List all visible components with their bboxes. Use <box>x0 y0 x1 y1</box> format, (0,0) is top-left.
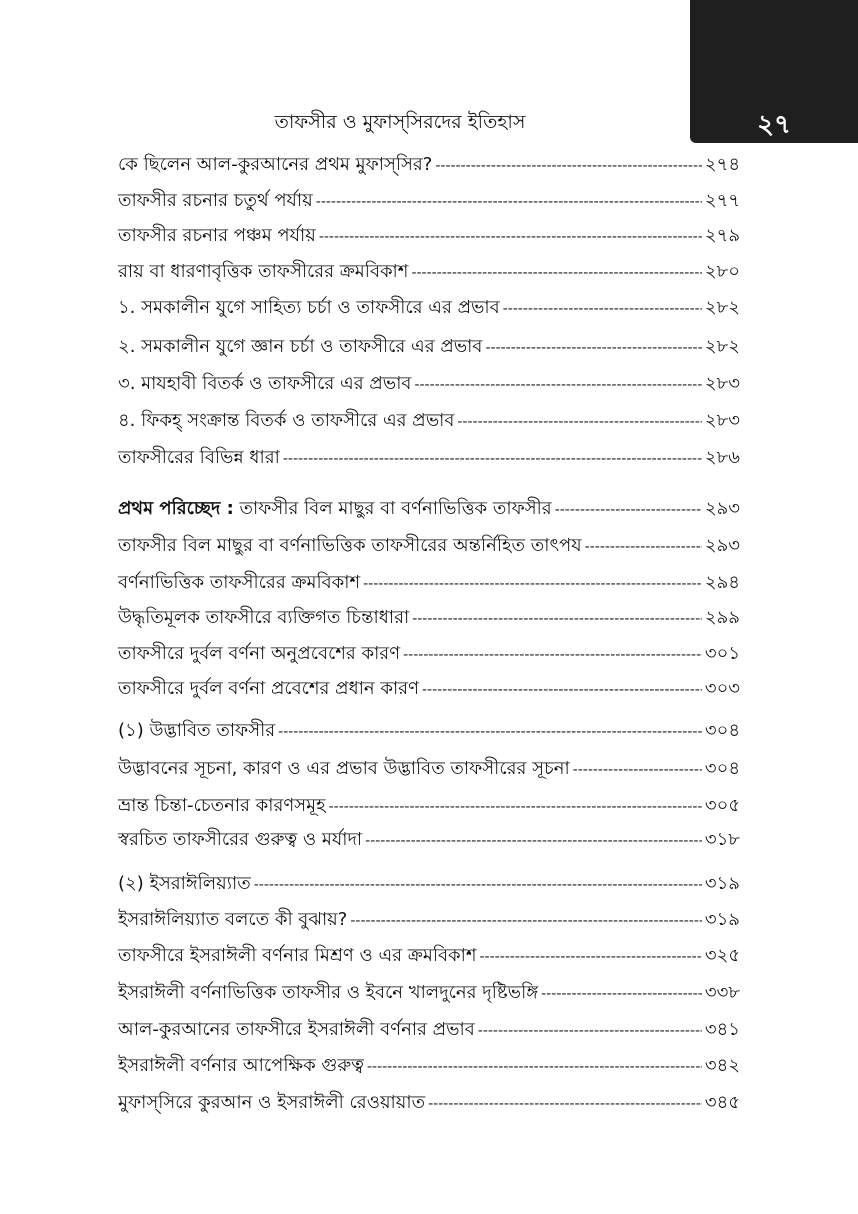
toc-page-number: ২৯৯ <box>704 607 740 628</box>
toc-entry-title <box>118 603 409 634</box>
toc-page-number: ২৭৪ <box>704 154 740 175</box>
toc-page-number: ৩১৯ <box>704 873 740 894</box>
toc-entry-title <box>118 406 454 437</box>
dot-leader <box>254 877 702 893</box>
toc-entry <box>118 293 740 327</box>
toc-entry <box>118 257 740 291</box>
toc-page-number: ৩০১ <box>704 643 740 664</box>
dot-leader <box>485 340 701 356</box>
toc-page-number: ৩০৪ <box>704 720 740 741</box>
dot-leader <box>573 762 702 778</box>
toc-entry-text: ২. সমকালীন যুগে জ্ঞান চর্চা ও তাফসীরে এর প্রভাব <box>118 336 483 357</box>
toc-page-number: ৩৪২ <box>704 1055 740 1076</box>
dot-leader <box>363 576 702 592</box>
toc-entry <box>118 332 740 366</box>
dot-leader <box>435 158 702 174</box>
toc-page-number: ৩৪১ <box>704 1019 740 1040</box>
toc-entry <box>118 825 740 859</box>
toc-entry-title <box>118 150 432 181</box>
toc-entry-text: আল-কুরআনের তাফসীরে ইসরাঈলী বর্ণনার প্রভাব <box>118 1019 475 1040</box>
toc-entry-text: তাফসীরের বিভিন্ন ধারা <box>118 447 280 468</box>
toc-page-number: ৩৩৮ <box>704 982 740 1003</box>
toc-entry-title <box>118 941 476 972</box>
running-title: তাফসীর ও মুফাস্‌সিরদের ইতিহাস <box>274 111 526 133</box>
dot-leader <box>403 647 702 663</box>
toc-entry-title <box>118 825 362 856</box>
toc-page-number: ২৮২ <box>704 297 740 318</box>
dot-leader <box>411 265 701 281</box>
toc-entry <box>118 791 740 825</box>
dot-leader <box>365 833 702 849</box>
toc-entry-title <box>118 186 313 217</box>
dot-leader <box>367 1059 702 1075</box>
toc-entry-title <box>118 1088 425 1119</box>
toc-entry <box>118 941 740 975</box>
toc-entry <box>118 369 740 403</box>
dot-leader <box>412 611 702 627</box>
toc-entry <box>118 869 740 903</box>
toc-page-number: ২৮৩ <box>704 410 740 431</box>
toc-entry-text: ইসরাঈলী বর্ণনাভিত্তিক তাফসীর ও ইবনে খালদুনের দৃষ্টিভঙ্গি <box>118 982 539 1003</box>
toc-entry-title <box>118 869 251 900</box>
toc-page-number: ২৯৪ <box>704 572 740 593</box>
toc-entry <box>118 406 740 440</box>
toc-entry-text: তাফসীর রচনার চতুর্থ পর্যায় <box>118 190 313 211</box>
toc-entry <box>118 674 740 708</box>
toc-entry-title <box>118 754 570 785</box>
toc-entry-title <box>118 293 500 324</box>
toc-entry <box>118 716 740 750</box>
toc-entry-text: তাফসীর বিল মাছুর বা বর্ণনাভিত্তিক তাফসীরের অন্তর্নিহিত তাৎপয <box>118 535 582 556</box>
toc-page-number: ২৮০ <box>704 261 740 282</box>
toc-entry <box>118 978 740 1012</box>
dot-leader <box>350 913 702 929</box>
toc-entry-text: ইসরাঈলী বর্ণনার আপেক্ষিক গুরুত্ব <box>118 1055 364 1076</box>
dot-leader <box>479 949 701 965</box>
toc-entry-text: মুফাস্‌সিরে কুরআন ও ইসরাঈলী রেওয়ায়াত <box>118 1092 426 1113</box>
toc-entry-title <box>118 905 347 936</box>
toc-entry-text: ৩. মাযহাবী বিতর্ক ও তাফসীরে এর প্রভাব <box>118 373 412 394</box>
toc-entry <box>118 1015 740 1049</box>
toc-entry <box>118 186 740 220</box>
toc-entry-title <box>118 716 275 747</box>
toc-entry-text: (২) ইসরাঈলিয়্যাত <box>118 873 251 894</box>
toc-entry-text: (১) উদ্ভাবিত তাফসীর <box>118 720 276 741</box>
toc-entry-text: রায় বা ধারণাবৃত্তিক তাফসীরের ক্রমবিকাশ <box>118 261 409 282</box>
toc-page-number: ২৮৩ <box>704 373 740 394</box>
toc-entry-text: তাফসীরে ইসরাঈলী বর্ণনার মিশ্রণ ও এর ক্রমবিকাশ <box>118 945 477 966</box>
chapter-label: প্রথম পরিচ্ছেদ : <box>118 498 234 519</box>
toc-entry <box>118 150 740 184</box>
toc-entry <box>118 568 740 602</box>
dot-leader <box>428 1096 702 1112</box>
toc-entry-text: ভ্রান্ত চিন্তা-চেতনার কারণসমূহ <box>118 795 326 816</box>
toc-entry-title <box>118 568 360 599</box>
toc-entry-title <box>118 257 408 288</box>
dot-leader <box>585 539 702 555</box>
toc-entry <box>118 443 740 477</box>
toc-entry <box>118 494 740 528</box>
toc-page-number: ২৭৭ <box>704 190 740 211</box>
toc-entry-text: তাফসীর রচনার পঞ্চম পর্যায় <box>118 225 316 246</box>
dot-leader <box>414 377 701 393</box>
toc-entry-title <box>118 674 419 705</box>
toc-entry-title <box>118 1015 475 1046</box>
toc-page-number: ২৯৩ <box>704 535 740 556</box>
dot-leader <box>541 986 702 1002</box>
toc-entry-title <box>118 791 326 822</box>
dot-leader <box>478 1023 702 1039</box>
toc-page-number: ৩৪৫ <box>704 1092 740 1113</box>
toc-entry <box>118 1088 740 1122</box>
toc-entry-text: তাফসীরে দুর্বল বর্ণনা অনুপ্রবেশের কারণ <box>118 643 401 664</box>
toc-entry <box>118 603 740 637</box>
toc-page-number: ৩০৪ <box>704 758 740 779</box>
toc-entry-title <box>118 332 482 363</box>
dot-leader <box>319 229 702 245</box>
dot-leader <box>329 799 702 815</box>
toc-entry-title <box>118 639 400 670</box>
toc-page-number: ২৮৬ <box>704 447 740 468</box>
toc-entry <box>118 754 740 788</box>
toc-entry-title <box>118 221 316 252</box>
dot-leader <box>283 451 702 467</box>
toc-page-number: ২৭৯ <box>704 225 740 246</box>
dot-leader <box>457 414 702 430</box>
toc-page-number: ২৯৩ <box>704 498 740 519</box>
toc-page-number: ৩০৫ <box>704 795 740 816</box>
toc-entry-title <box>118 494 552 525</box>
toc-page-number: ৩০৩ <box>704 678 740 699</box>
toc-entry-title <box>118 531 582 562</box>
dot-leader <box>503 301 702 317</box>
toc-entry <box>118 1051 740 1085</box>
toc-entry-text: তাফসীরে দুর্বল বর্ণনা প্রবেশের প্রধান কারণ <box>118 678 419 699</box>
toc-entry-text: কে ছিলেন আল-কুরআনের প্রথম মুফাস্‌সির? <box>118 154 433 175</box>
toc-entry-text: বর্ণনাভিত্তিক তাফসীরের ক্রমবিকাশ <box>118 572 361 593</box>
toc-page-number: ৩১৯ <box>704 909 740 930</box>
toc-entry-text: তাফসীর বিল মাছুর বা বর্ণনাভিত্তিক তাফসীর <box>233 498 552 519</box>
toc-entry <box>118 905 740 939</box>
toc-entry <box>118 531 740 565</box>
toc-page-number: ৩১৮ <box>704 829 740 850</box>
toc-entry-text: স্বরচিত তাফসীরের গুরুত্ব ও মর্যাদা <box>118 829 363 850</box>
toc-entry-title <box>118 369 411 400</box>
toc-entry-text: উদ্ধৃতিমূলক তাফসীরে ব্যক্তিগত চিন্তাধারা <box>118 607 410 628</box>
dot-leader <box>422 682 702 698</box>
toc-entry-title <box>118 1051 364 1082</box>
toc-entry-title <box>118 443 280 474</box>
toc-entry-text: ইসরাঈলিয়্যাত বলতে কী বুঝায়? <box>118 909 348 930</box>
toc-page-number: ৩২৫ <box>704 945 740 966</box>
toc-entry-text: ১. সমকালীন যুগে সাহিত্য চর্চা ও তাফসীরে এর প্রভাব <box>118 297 500 318</box>
toc-entry-text: ৪. ফিকহ্‌ সংক্রান্ত বিতর্ক ও তাফসীরে এর প্রভাব <box>118 410 455 431</box>
dot-leader <box>278 724 702 740</box>
dot-leader <box>316 194 702 210</box>
toc-page-number: ২৮২ <box>704 336 740 357</box>
toc-entry-title <box>118 978 538 1009</box>
page-number: ২৭ <box>757 110 791 140</box>
dot-leader <box>555 502 702 518</box>
toc-entry-text: উদ্ভাবনের সূচনা, কারণ ও এর প্রভাব উদ্ভাবিত তাফসীরের সূচনা <box>118 758 570 779</box>
toc-entry <box>118 221 740 255</box>
toc-entry <box>118 639 740 673</box>
